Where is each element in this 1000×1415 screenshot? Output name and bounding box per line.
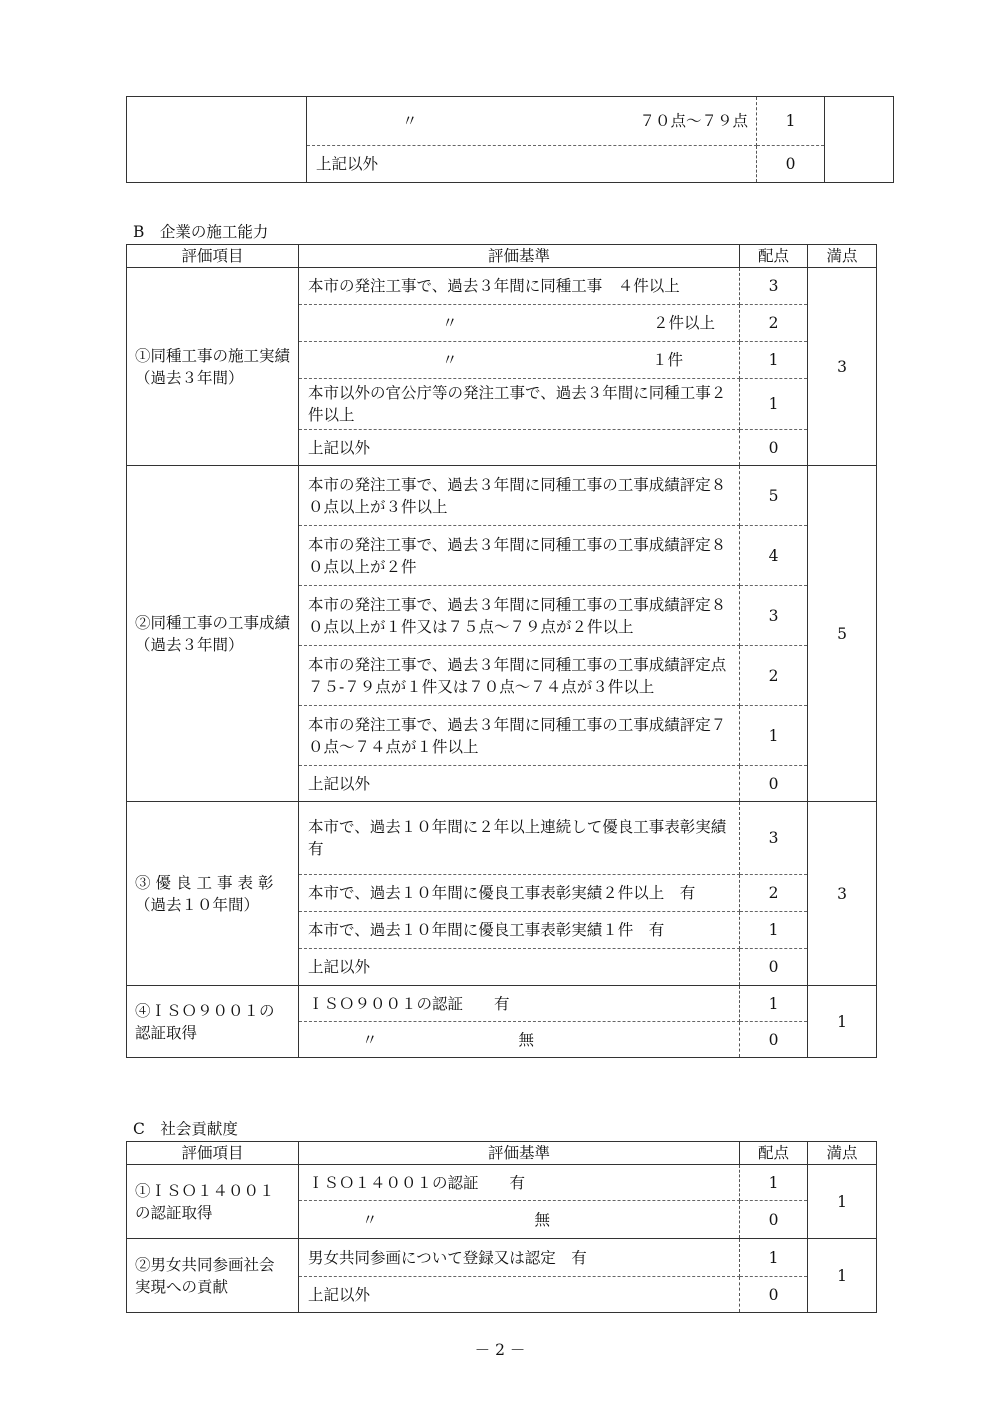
item-sublabel: （過去１０年間）	[135, 895, 260, 914]
ditto-mark: 〃	[442, 314, 458, 332]
criteria-cell: 本市以外の官公庁等の発注工事で、過去３年間に同種工事２件以上	[299, 379, 740, 430]
points-cell: 5	[740, 466, 808, 526]
points-cell: 2	[740, 646, 808, 706]
item-label: ④ＩＳＯ９００１の	[135, 1001, 275, 1020]
item-sublabel: （過去３年間）	[135, 635, 244, 654]
criteria-range: ７０点～７９点	[639, 112, 748, 130]
points-cell: 1	[740, 1239, 808, 1277]
points-cell: 0	[740, 430, 808, 466]
points-cell: 0	[740, 1277, 808, 1313]
item-cell	[127, 268, 299, 466]
item-cell	[127, 1239, 299, 1313]
criteria-cell: 本市で、過去１０年間に優良工事表彰実績１件 有	[299, 912, 740, 949]
top-table	[126, 96, 894, 183]
item-cell	[127, 986, 299, 1058]
criteria-cell: 本市の発注工事で、過去３年間に同種工事の工事成績評定８０点以上が３件以上	[299, 466, 740, 526]
max-cell: 1	[808, 1165, 877, 1239]
header-criteria: 評価基準	[299, 1142, 740, 1165]
criteria-cell: 本市の発注工事で、過去３年間に同種工事の工事成績評定７０点～７４点が１件以上	[299, 706, 740, 766]
points-cell: 3	[740, 586, 808, 646]
points-cell: 3	[740, 268, 808, 305]
item-sublabel: 実現への貢献	[135, 1277, 229, 1296]
ditto-mark: 〃	[362, 1030, 378, 1049]
item-cell	[127, 466, 299, 802]
item-label: ②同種工事の工事成績	[135, 613, 291, 632]
item-sublabel: （過去３年間）	[135, 368, 244, 387]
criteria-cell: 本市の発注工事で、過去３年間に同種工事の工事成績評定８０点以上が２件	[299, 526, 740, 586]
points-cell: 4	[740, 526, 808, 586]
item-sublabel: の認証取得	[135, 1203, 213, 1222]
points-cell: 1	[740, 379, 808, 430]
item-label: ①ＩＳＯ１４００１	[135, 1181, 275, 1200]
header-max: 満点	[808, 1142, 877, 1165]
max-cell: 3	[808, 802, 877, 986]
header-item: 評価項目	[127, 1142, 299, 1165]
points-cell: 0	[757, 146, 825, 183]
section-c-title: C 社会貢献度	[133, 1120, 238, 1138]
max-cell: 3	[808, 268, 877, 466]
points-cell: 1	[740, 342, 808, 379]
section-c-table	[126, 1141, 877, 1313]
points-cell: 0	[740, 949, 808, 986]
points-cell: 2	[740, 875, 808, 912]
section-b-title: B 企業の施工能力	[133, 223, 269, 241]
criteria-text: 無	[534, 1210, 550, 1229]
item-sublabel: 認証取得	[135, 1023, 198, 1042]
criteria-cell: 本市で、過去１０年間に優良工事表彰実績２件以上 有	[299, 875, 740, 912]
header-max: 満点	[808, 245, 877, 268]
criteria-cell: ＩＳＯ９００１の認証 有	[299, 986, 740, 1022]
header-item: 評価項目	[127, 245, 299, 268]
criteria-cell: 上記以外	[299, 949, 740, 986]
item-cell	[127, 1165, 299, 1239]
points-cell: 1	[740, 706, 808, 766]
item-cell	[127, 802, 299, 986]
criteria-cell: 上記以外	[299, 766, 740, 802]
ditto-mark: 〃	[402, 112, 418, 130]
criteria-text: １件	[651, 351, 683, 369]
criteria-cell: 本市の発注工事で、過去３年間に同種工事の工事成績評定８０点以上が１件又は７５点～７９点が２件以上	[299, 586, 740, 646]
criteria-cell	[299, 305, 740, 342]
criteria-cell	[299, 1201, 740, 1239]
points-cell: 1	[740, 986, 808, 1022]
page-number: － 2 －	[474, 1341, 526, 1359]
top-item-cell	[127, 97, 307, 183]
criteria-cell: 上記以外	[307, 146, 757, 183]
max-cell: 1	[808, 986, 877, 1058]
item-label: ②男女共同参画社会	[135, 1255, 275, 1274]
points-cell: 1	[740, 1165, 808, 1201]
points-cell: 1	[757, 97, 825, 146]
ditto-mark: 〃	[362, 1210, 378, 1229]
criteria-cell: 本市の発注工事で、過去３年間に同種工事の工事成績評定点７５-７９点が１件又は７０点～７４点が３件以上	[299, 646, 740, 706]
max-cell: 1	[808, 1239, 877, 1313]
header-points: 配点	[740, 245, 808, 268]
criteria-cell: 上記以外	[299, 1277, 740, 1313]
points-cell: 0	[740, 1201, 808, 1239]
header-criteria: 評価基準	[299, 245, 740, 268]
max-cell	[825, 97, 894, 183]
criteria-text: ２件以上	[652, 314, 715, 332]
criteria-cell: ＩＳＯ１４００１の認証 有	[299, 1165, 740, 1201]
points-cell: 1	[740, 912, 808, 949]
points-cell: 0	[740, 766, 808, 802]
item-label: ①同種工事の施工実績	[135, 346, 291, 365]
criteria-cell: 本市で、過去１０年間に２年以上連続して優良工事表彰実績 有	[299, 802, 740, 875]
criteria-cell	[299, 1022, 740, 1058]
points-cell: 2	[740, 305, 808, 342]
points-cell: 0	[740, 1022, 808, 1058]
criteria-cell: 上記以外	[299, 430, 740, 466]
criteria-text: 無	[518, 1030, 534, 1049]
header-points: 配点	[740, 1142, 808, 1165]
section-b-table	[126, 244, 877, 1058]
criteria-cell	[299, 342, 740, 379]
max-cell: 5	[808, 466, 877, 802]
points-cell: 3	[740, 802, 808, 875]
ditto-mark: 〃	[442, 351, 458, 369]
item-label: ③優良工事表彰	[135, 873, 279, 892]
criteria-cell: 男女共同参画について登録又は認定 有	[299, 1239, 740, 1277]
criteria-cell: 本市の発注工事で、過去３年間に同種工事 ４件以上	[299, 268, 740, 305]
